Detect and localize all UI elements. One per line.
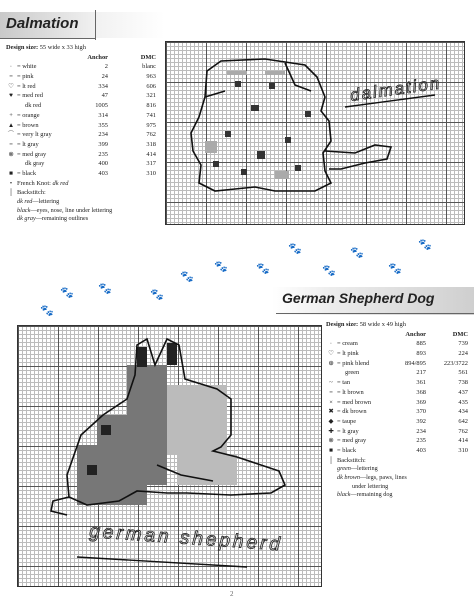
- key-row: [326, 398, 468, 408]
- key-row: [326, 417, 468, 427]
- equals-sign: =: [337, 359, 343, 367]
- color-name-cell: [17, 150, 46, 160]
- anchor-number: 403: [98, 169, 108, 177]
- french-knot-line: [6, 179, 156, 189]
- anchor-number: 334: [98, 82, 108, 90]
- anchor-number: 368: [416, 388, 426, 396]
- equals-sign: =: [337, 340, 343, 348]
- color-name: orange: [22, 111, 40, 119]
- anchor-number: 1005: [95, 102, 108, 110]
- stitch-symbol-icon: =: [9, 73, 13, 81]
- anchor-header: Anchor: [87, 53, 108, 61]
- dmc-number: 762: [458, 427, 468, 435]
- color-name-cell: [337, 388, 364, 398]
- paw-icon: 🐾: [288, 243, 302, 255]
- paw-icon: 🐾: [322, 265, 336, 277]
- equals-sign: =: [17, 63, 23, 71]
- color-name: pink blend: [342, 359, 370, 367]
- color-name-cell: [337, 427, 359, 437]
- backstitch-icon: │: [328, 456, 334, 464]
- key-row: [6, 111, 156, 121]
- color-name: dk red: [25, 102, 42, 110]
- backstitch-note: [6, 198, 156, 207]
- color-name: tan: [342, 379, 351, 387]
- paw-icon: 🐾: [180, 271, 194, 283]
- color-name-cell: [17, 169, 36, 179]
- key-row: [326, 339, 468, 349]
- stitch-symbol-icon: ⊗: [328, 437, 334, 445]
- backstitch-color: dk brown: [337, 473, 360, 481]
- stitch-symbol-icon: ⊗: [8, 150, 14, 158]
- key-row: [326, 436, 468, 446]
- anchor-number: 314: [98, 111, 108, 119]
- design-size-value: 55 wide x 33 high: [39, 44, 86, 51]
- backstitch-color: black: [337, 491, 351, 499]
- dmc-number: 414: [458, 437, 468, 445]
- stitch-symbol-icon: ♥: [9, 92, 13, 100]
- color-name: black: [342, 446, 357, 454]
- backstitch-usage: —remaining dog: [350, 491, 393, 499]
- dmc-number: 310: [458, 446, 468, 454]
- key-row: [6, 150, 156, 160]
- color-name-cell: [17, 62, 36, 72]
- backstitch-usage: —lettering: [350, 465, 378, 473]
- backstitch-line: [326, 456, 468, 466]
- color-name: black: [22, 169, 37, 177]
- stitch-symbol-icon: ⊕: [328, 359, 334, 367]
- stitch-symbol-icon: ×: [329, 398, 333, 406]
- equals-sign: =: [337, 350, 343, 358]
- color-name-cell: [17, 121, 39, 131]
- anchor-number: 370: [416, 408, 426, 416]
- equals-sign: =: [337, 408, 343, 416]
- stitch-symbol-icon: ·: [329, 340, 333, 348]
- color-name: lt pink: [342, 350, 359, 358]
- key-header: [326, 330, 468, 340]
- color-name: cream: [342, 340, 358, 348]
- backstitch-usage: under lettering: [352, 482, 389, 490]
- stitch-symbol-icon: ⌒: [7, 131, 15, 139]
- anchor-number: 234: [416, 427, 426, 435]
- paw-icon: 🐾: [60, 287, 74, 299]
- color-name: lt gray: [342, 427, 359, 435]
- color-name: dk gray: [25, 160, 45, 168]
- color-name-cell: [17, 140, 39, 150]
- anchor-number: 399: [98, 140, 108, 148]
- equals-sign: =: [17, 111, 23, 119]
- design-size-line: [6, 43, 156, 53]
- shepherd-chart-art: [17, 325, 322, 587]
- anchor-number: 392: [416, 417, 426, 425]
- key-row: [6, 101, 156, 111]
- color-name: dk brown: [342, 408, 367, 416]
- shepherd-title-underline: [276, 313, 474, 314]
- dalmation-chart-art: [165, 41, 465, 225]
- key-row: [326, 407, 468, 417]
- stitch-symbol-icon: =: [9, 140, 13, 148]
- backstitch-color: green: [337, 465, 351, 473]
- french-knot-icon: •: [9, 179, 13, 187]
- backstitch-label: Backstitch:: [337, 456, 366, 464]
- dmc-number: 816: [146, 102, 156, 110]
- color-name-cell: [17, 111, 40, 121]
- stitch-symbol-icon: ◆: [328, 417, 334, 425]
- color-name-cell: [17, 72, 34, 82]
- backstitch-usage: —legs, paws, lines: [359, 473, 407, 481]
- anchor-number: 361: [416, 379, 426, 387]
- color-name: med brown: [342, 398, 372, 406]
- color-name: med gray: [22, 150, 47, 158]
- backstitch-note: [6, 215, 156, 224]
- dalmation-title-underline: [0, 38, 96, 39]
- anchor-number: 894/895: [405, 359, 426, 367]
- equals-sign: =: [17, 121, 23, 129]
- color-name: green: [345, 369, 360, 377]
- color-name-cell: [337, 368, 359, 378]
- anchor-number: 355: [98, 121, 108, 129]
- design-size-label: Design size:: [326, 321, 359, 328]
- anchor-number: 47: [101, 92, 108, 100]
- dmc-number: blanc: [142, 63, 156, 71]
- backstitch-usage: —lettering: [32, 198, 60, 205]
- stitch-symbol-icon: ✖: [328, 408, 334, 416]
- shepherd-key: [326, 320, 468, 500]
- paw-icon: 🐾: [150, 289, 164, 301]
- key-row: [326, 349, 468, 359]
- color-name: lt gray: [22, 140, 39, 148]
- dmc-number: 762: [146, 131, 156, 139]
- key-row: [6, 130, 156, 140]
- color-name-cell: [337, 446, 356, 456]
- paw-icon: 🐾: [418, 239, 432, 251]
- backstitch-note: [326, 483, 468, 492]
- paw-icon: 🐾: [350, 247, 364, 259]
- key-row: [6, 82, 156, 92]
- color-name: taupe: [342, 417, 357, 425]
- backstitch-note: [326, 491, 468, 500]
- key-row: [326, 388, 468, 398]
- color-name-cell: [17, 130, 52, 140]
- color-name: lt brown: [342, 388, 364, 396]
- color-name: lt red: [22, 82, 36, 90]
- key-row: [326, 427, 468, 437]
- anchor-number: 369: [416, 398, 426, 406]
- anchor-number: 217: [416, 369, 426, 377]
- backstitch-color: black: [17, 206, 31, 214]
- backstitch-usage: —eyes, nose, line under lettering: [30, 206, 113, 214]
- key-row: [326, 378, 468, 388]
- stitch-symbol-icon: ♡: [8, 82, 14, 90]
- color-name-cell: [337, 359, 369, 369]
- equals-sign: =: [337, 379, 343, 387]
- key-row: [326, 446, 468, 456]
- color-name-cell: [337, 398, 371, 408]
- backstitch-label: Backstitch:: [17, 189, 46, 197]
- color-name-cell: [337, 339, 358, 349]
- key-row: [6, 72, 156, 82]
- shepherd-title: German Shepherd Dog: [282, 290, 435, 306]
- color-name-cell: [337, 378, 350, 388]
- dmc-number: 437: [458, 388, 468, 396]
- dmc-number: 434: [458, 408, 468, 416]
- dalmation-title-rule: [95, 10, 96, 40]
- color-name: med gray: [342, 437, 367, 445]
- dmc-number: 561: [458, 369, 468, 377]
- backstitch-note: [326, 474, 468, 483]
- stitch-symbol-icon: ·: [9, 63, 13, 71]
- equals-sign: =: [17, 140, 23, 148]
- color-name: med red: [22, 92, 43, 100]
- equals-sign: =: [337, 437, 343, 445]
- dmc-number: 310: [146, 169, 156, 177]
- color-name-cell: [17, 101, 41, 111]
- backstitch-color: dk gray: [17, 215, 36, 223]
- anchor-number: 403: [416, 446, 426, 454]
- color-name-cell: [337, 417, 356, 427]
- key-row: [6, 91, 156, 101]
- stitch-symbol-icon: ✚: [328, 427, 334, 435]
- anchor-number: 885: [416, 340, 426, 348]
- equals-sign: =: [17, 169, 23, 177]
- color-name: pink: [22, 73, 34, 81]
- anchor-number: 234: [98, 131, 108, 139]
- dmc-number: 963: [146, 73, 156, 81]
- dmc-number: 975: [146, 121, 156, 129]
- paw-icon: 🐾: [40, 305, 54, 317]
- dmc-number: 606: [146, 82, 156, 90]
- equals-sign: =: [17, 131, 23, 139]
- backstitch-note: [326, 465, 468, 474]
- dmc-number: 435: [458, 398, 468, 406]
- dmc-number: 741: [146, 111, 156, 119]
- equals-sign: =: [17, 150, 23, 158]
- backstitch-usage: —remaining outlines: [35, 215, 89, 223]
- dmc-number: 642: [458, 417, 468, 425]
- equals-sign: =: [337, 446, 343, 454]
- backstitch-icon: │: [8, 189, 14, 197]
- key-row: [6, 121, 156, 131]
- equals-sign: =: [17, 82, 23, 90]
- equals-sign: =: [337, 398, 343, 406]
- stitch-symbol-icon: =: [329, 388, 333, 396]
- dmc-number: 738: [458, 379, 468, 387]
- color-name: brown: [22, 121, 39, 129]
- key-row: [326, 359, 468, 369]
- dmc-number: 224: [458, 350, 468, 358]
- paw-icon: 🐾: [214, 261, 228, 273]
- key-row: [326, 368, 468, 378]
- backstitch-line: [6, 188, 156, 198]
- dalmation-key: [6, 43, 156, 224]
- backstitch-color: dk red: [17, 198, 33, 205]
- anchor-header: Anchor: [405, 330, 426, 338]
- dmc-number: 223/3722: [443, 359, 468, 367]
- color-name-cell: [17, 159, 44, 169]
- key-header: [6, 53, 156, 63]
- dalmation-title: Dalmation: [6, 15, 79, 32]
- equals-sign: =: [337, 417, 343, 425]
- equals-sign: =: [337, 427, 343, 435]
- anchor-number: 235: [416, 437, 426, 445]
- anchor-number: 400: [98, 160, 108, 168]
- anchor-number: 2: [104, 63, 108, 71]
- key-row: [6, 169, 156, 179]
- paw-icon: 🐾: [388, 263, 402, 275]
- color-name-cell: [17, 91, 43, 101]
- paw-icon: 🐾: [98, 283, 112, 295]
- dmc-number: 321: [146, 92, 156, 100]
- key-row: [6, 62, 156, 72]
- stitch-symbol-icon: ~: [329, 379, 333, 387]
- anchor-number: 893: [416, 350, 426, 358]
- dmc-number: 318: [146, 140, 156, 148]
- french-knot-label: French Knot: dk red: [17, 179, 69, 187]
- anchor-number: 235: [98, 150, 108, 158]
- dmc-number: 317: [146, 160, 156, 168]
- page-number: 2: [230, 590, 234, 598]
- design-size-line: [326, 320, 468, 330]
- equals-sign: =: [17, 92, 23, 100]
- anchor-number: 24: [101, 73, 108, 81]
- backstitch-note: [6, 207, 156, 216]
- key-row: [6, 159, 156, 169]
- shepherd-chart-lettering: german shepherd: [88, 521, 284, 556]
- dmc-number: 739: [458, 340, 468, 348]
- equals-sign: =: [337, 388, 343, 396]
- design-size-value: 58 wide x 49 high: [359, 321, 406, 328]
- color-name: very lt gray: [22, 131, 52, 139]
- color-name-cell: [337, 407, 367, 417]
- dmc-header: DMC: [140, 53, 156, 61]
- color-name-cell: [337, 436, 366, 446]
- key-row: [6, 140, 156, 150]
- dalmation-chart-lettering: dalmation: [348, 73, 443, 105]
- paw-icon: 🐾: [256, 263, 270, 275]
- color-name-cell: [337, 349, 359, 359]
- stitch-symbol-icon: ▲: [7, 121, 15, 129]
- stitch-symbol-icon: +: [9, 111, 13, 119]
- equals-sign: =: [17, 73, 23, 81]
- stitch-symbol-icon: ♡: [328, 350, 334, 358]
- color-name: white: [22, 63, 37, 71]
- stitch-symbol-icon: ■: [9, 169, 13, 177]
- dmc-header: DMC: [452, 330, 468, 338]
- dmc-number: 414: [146, 150, 156, 158]
- stitch-symbol-icon: ■: [329, 446, 333, 454]
- color-name-cell: [17, 82, 36, 92]
- design-size-label: Design size:: [6, 44, 39, 51]
